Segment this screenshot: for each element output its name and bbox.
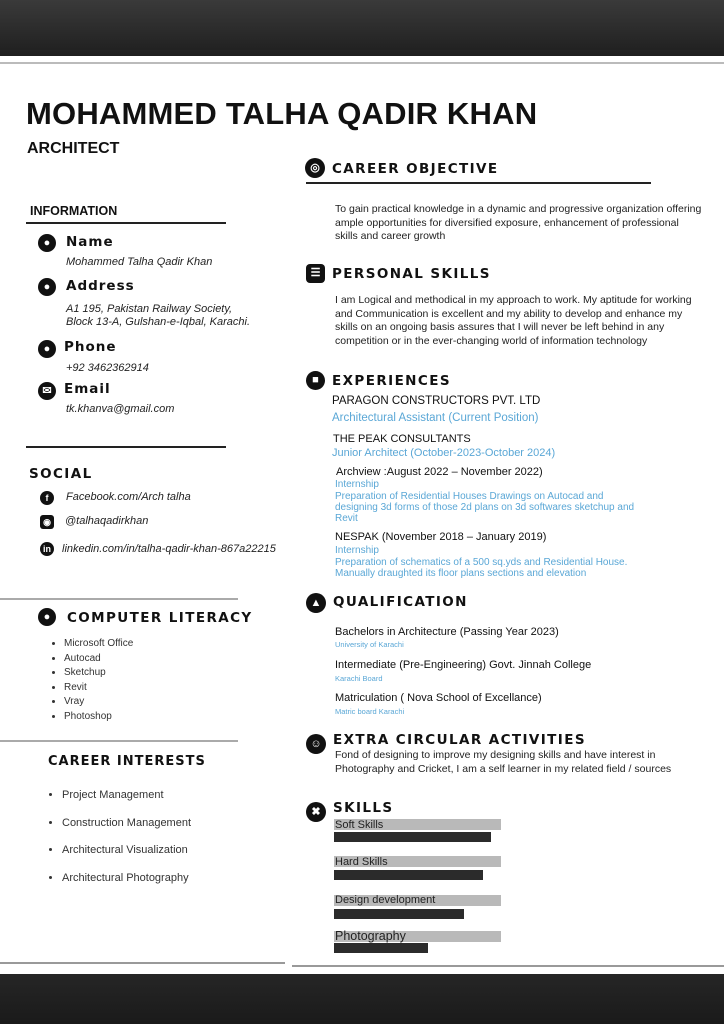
social-linkedin-text[interactable]: linkedin.com/in/talha-qadir-khan-867a22215 [62,543,276,555]
tools-icon: ✖ [306,802,326,822]
skill-label: Soft Skills [335,819,384,831]
qualification-school: University of Karachi [335,640,404,649]
info-name-value: Mohammed Talha Qadir Khan [66,256,213,268]
person-name: MOHAMMED TALHA QADIR KHAN [26,96,538,131]
skill-bar-fill [334,832,491,842]
skills-heading: SKILLS [333,800,394,816]
list-item: • Vray [64,695,133,710]
extra-activities-heading: EXTRA CIRCULAR ACTIVITIES [333,732,586,748]
experience-org: Archview :August 2022 – November 2022) [336,466,543,478]
experience-org: THE PEAK CONSULTANTS [333,433,471,445]
linkedin-icon: in [40,542,54,556]
social-heading: SOCIAL [29,466,93,482]
information-rule [26,222,226,224]
experiences-heading: EXPERIENCES [332,373,451,389]
skill-bar-fill [334,870,483,880]
experience-role: Architectural Assistant (Current Position) [332,412,539,424]
activities-icon: ☺ [306,734,326,754]
experience-org: NESPAK (November 2018 – January 2019) [335,531,547,543]
social-instagram-text[interactable]: @talhaqadirkhan [65,515,149,527]
experience-org: PARAGON CONSTRUCTORS PVT. LTD [332,395,541,407]
bottom-band [0,974,724,1024]
career-objective-text: To gain practical knowledge in a dynamic and progressive organization offering ample opportunities for diversified exposure, enhancement of professional skills and career growth [335,203,702,242]
qualification-school: Matric board Karachi [335,707,405,716]
computer-icon: ● [38,608,56,626]
qualification-school: Karachi Board [335,674,383,683]
list-item: • Construction Management [62,810,191,838]
skill-bar-fill [334,909,464,919]
experience-desc: Preparation of Residential Houses Drawings on Autocad and designing 3d forms of those 2d plans on 3d softwares sketchup and Revit [335,491,635,524]
skill-bar-fill [334,943,428,953]
career-interests-heading: CAREER INTERESTS [48,754,206,769]
computer-literacy-heading: COMPUTER LITERACY [67,610,253,626]
list-item: • Architectural Visualization [62,837,191,865]
social-facebook-text[interactable]: Facebook.com/Arch talha [66,491,191,503]
career-objective-rule [306,182,651,184]
skill-label: Design development [335,894,436,906]
skill-label: Hard Skills [335,856,388,868]
career-interests-list [44,782,191,892]
list-item: • Architectural Photography [62,865,191,893]
list-item: • Microsoft Office [64,637,133,652]
info-address-label: Address [66,278,135,294]
list-item: • Revit [64,681,133,696]
experience-role: Junior Architect (October-2023-October 2024) [332,447,556,459]
list-item: • Sketchup [64,666,133,681]
social-top-rule [26,446,226,448]
info-phone-label: Phone [64,339,117,355]
personal-skills-text: I am Logical and methodical in my approach to work. My aptitude for working and Communication is excellent and my ability to develop and enhance my skills on an ongoing basis assures that I will never be left behind in any competition or in the ever-changing world of information technology [335,294,692,347]
bottom-divider-left [0,962,285,964]
computer-literacy-list [46,637,133,724]
list-item: • Autocad [64,652,133,667]
person-role: ARCHITECT [27,140,120,157]
location-icon: ● [38,278,56,296]
extra-activities-text: Fond of designing to improve my designing skills and have interest in Photography and Cricket, I am a self learner in my related field / sources [335,749,672,775]
phone-icon: ● [38,340,56,358]
info-email-value: tk.khanva@gmail.com [66,403,175,415]
information-heading: INFORMATION [30,204,118,218]
qualification-heading: QUALIFICATION [333,594,468,610]
list-item: • Project Management [62,782,191,810]
top-divider [0,62,724,64]
experience-role: Internship [335,479,379,490]
instagram-icon: ◉ [40,515,54,529]
info-name-label: Name [66,234,114,250]
list-item: • Photoshop [64,710,133,725]
bottom-divider-right [292,965,724,967]
user-icon: ● [38,234,56,252]
qualification-degree: Bachelors in Architecture (Passing Year 2023) [335,626,559,638]
graduation-cap-icon: ▲ [306,593,326,613]
info-email-label: Email [64,381,111,397]
experience-desc: Preparation of schematics of a 500 sq.yds and Residential House. Manually draughted its floor plans sections and elevation [335,557,628,579]
facebook-icon: f [40,491,54,505]
skill-label: Photography [335,929,406,943]
top-band [0,0,724,56]
computer-literacy-top-rule [0,598,238,600]
experience-role: Internship [335,545,379,556]
info-address-value: A1 195, Pakistan Railway Society, Block 13-A, Gulshan-e-Iqbal, Karachi. [66,303,251,328]
notepad-icon: ☰ [306,264,325,283]
info-phone-value: +92 3462362914 [66,362,149,374]
career-interests-top-rule [0,740,238,742]
personal-skills-heading: PERSONAL SKILLS [332,266,491,282]
email-icon: ✉ [38,382,56,400]
briefcase-icon: ■ [306,371,325,390]
qualification-degree: Intermediate (Pre-Engineering) Govt. Jinnah College [335,659,592,671]
career-objective-heading: CAREER OBJECTIVE [332,161,499,177]
target-icon: ◎ [305,158,325,178]
qualification-degree: Matriculation ( Nova School of Excellance) [335,692,542,704]
